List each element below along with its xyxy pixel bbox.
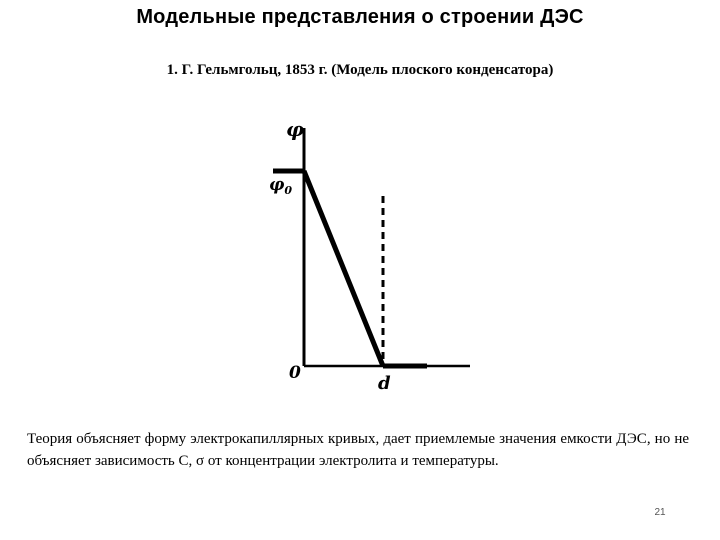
potential-drop-line (304, 171, 383, 366)
phi0-subscript: 0 (284, 184, 293, 197)
phi0-symbol: φ (269, 175, 285, 195)
page-number: 21 (654, 507, 666, 518)
origin-label: 0 (289, 363, 301, 383)
potential-profile-diagram (255, 110, 485, 400)
phi0-label (269, 175, 292, 197)
d-label: d (378, 373, 391, 394)
slide-title: Модельные представления о строении ДЭС (136, 6, 584, 28)
slide-subtitle: 1. Г. Гельмгольц, 1853 г. (Модель плоского конденсатора) (166, 62, 554, 78)
y-axis-label: φ (286, 117, 305, 141)
description-text: Теория объясняет форму электрокапиллярных кривых, дает приемлемые значения емкости ДЭС, но не объясняет зависимость С, σ от концентрации электролита и температуры. (27, 431, 689, 469)
